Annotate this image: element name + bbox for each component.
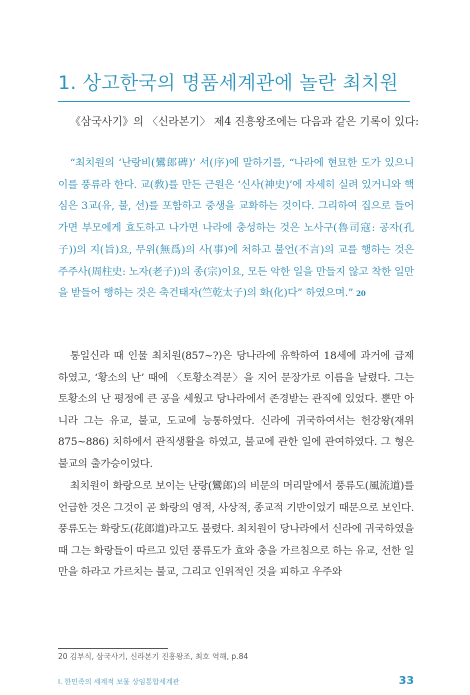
footnote-divider xyxy=(58,648,168,649)
intro-text: 《삼국사기》의 〈신라본기〉 제4 진흥왕조에는 다음과 같은 기록이 있다: xyxy=(70,115,419,128)
section-title: 1. 상고한국의 명품세계관에 놀란 최치원 xyxy=(58,72,399,94)
footnote: 20 김부식, 삼국사기, 신라본기 진흥왕조, 최호 역해, p.84 xyxy=(58,652,249,661)
page-number: 33 xyxy=(398,674,414,687)
quote-block xyxy=(58,153,414,305)
running-footer: I. 한민족의 세계적 보물 상임통합세계관 xyxy=(58,678,180,686)
title-divider xyxy=(58,101,410,102)
body-paragraph-1: 통일신라 때 인물 최치원(857~?)은 당나라에 유학하여 18세에 과거에 급제하였고, ‘황소의 난’ 때에 〈토황소격문〉을 지어 문장가로 이름을 날렸다. 그는 토황소의 난 평정에 큰 공을 세웠고 당나라에서 존경받는 관직에 있었다. 뿐만 아니라 그는 유교, 불교, 도교에 능통하였다. 신라에 귀국하여서는 헌강왕(재위 875~886) 치하에서 관직생활을 하였고, 불교에 관한 일에 관여하였다. 그 형은 불교의 출가승이었다. xyxy=(58,350,414,470)
quote-text: “최치원의 ‘난랑비(鸞郎碑)’ 서(序)에 말하기를, “나라에 현묘한 도가 있으니 이를 풍류라 한다. 교(敎)를 만든 근원은 ‘신사(神史)’에 자세히 실려 있거니와 핵심은 3교(유, 불, 선)를 포함하고 중생을 교화하는 것이다. 그리하여 집으로 들어가면 부모에게 효도하고 나가면 나라에 충성하는 것은 노사구(魯司寇: 공자(孔子))의 지(旨)요, 무위(無爲)의 사(事)에 처하고 불언(不言)의 교를 행하는 것은 주주사(周柱史: 노자(老子))의 종(宗)이요, 모든 악한 일을 만들지 않고 착한 일만을 받들어 행하는 것은 축건태자(竺乾太子)의 화(化)다” 하였으며.” xyxy=(58,157,414,300)
footnote-ref: 20 xyxy=(356,289,366,299)
body-paragraph-2: 최치원이 화랑으로 보이는 난랑(鸞郎)의 비문의 머리말에서 풍류도(風流道)를 언급한 것은 그것이 곧 화랑의 영적, 사상적, 종교적 기반이었기 때문으로 보인다. 풍류도는 화랑도(花郎道)라고도 불렸다. 최치원이 당나라에서 신라에 귀국하였을 때 그는 화랑들이 따르고 있던 풍류도가 효와 충을 가르침으로 하는 유교, 선한 일만을 하라고 가르치는 불교, 그리고 인위적인 것을 피하고 우주와 xyxy=(58,480,414,578)
